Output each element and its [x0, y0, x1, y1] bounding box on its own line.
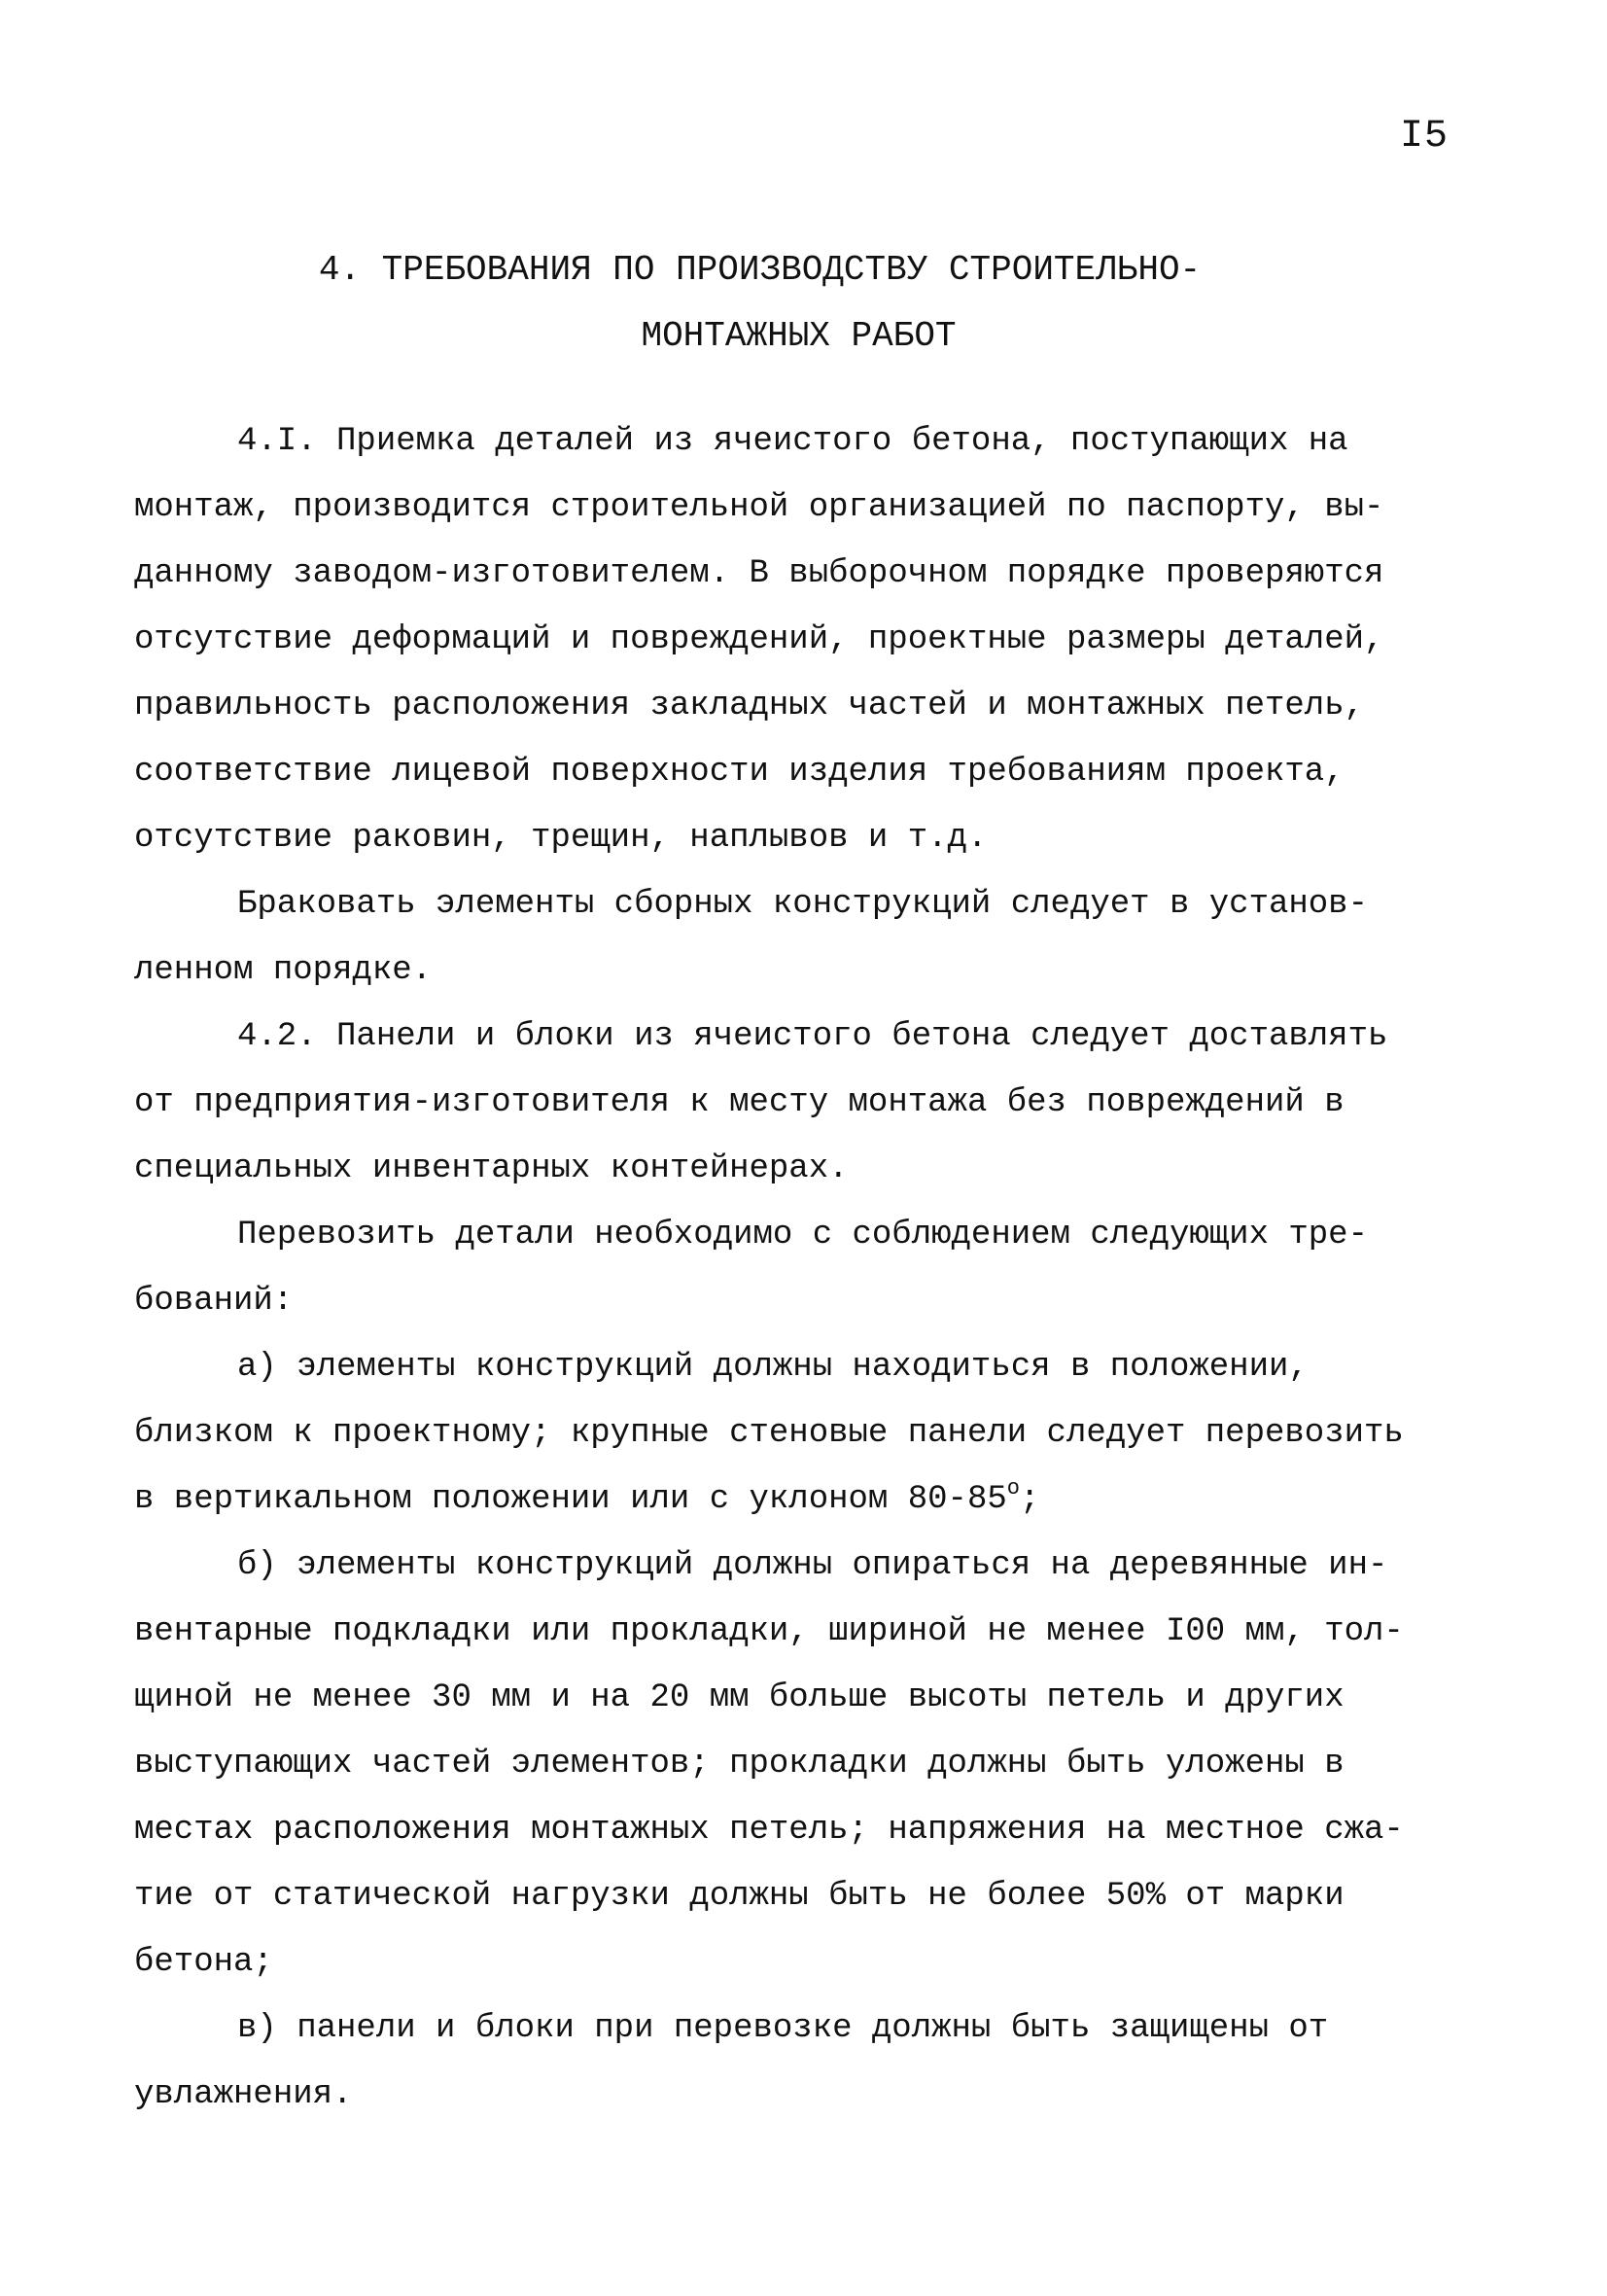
- text-line: 4.2. Панели и блоки из ячеистого бетона следует доставлять: [237, 1018, 1388, 1055]
- text-line: бований:: [134, 1283, 294, 1320]
- degree-superscript: о: [1006, 1475, 1020, 1501]
- text-line: отсутствие раковин, трещин, наплывов и т.д.: [134, 820, 988, 857]
- text-line: выступающих частей элементов; прокладки должны быть уложены в: [134, 1746, 1345, 1783]
- text-line: тие от статической нагрузки должны быть не более 50% от марки: [134, 1878, 1345, 1915]
- heading-line-2: МОНТАЖНЫХ РАБОТ: [641, 316, 957, 356]
- text-line: б) элементы конструкций должны опираться на деревянные ин-: [237, 1547, 1388, 1584]
- text-line: в) панели и блоки при перевозке должны быть защищены от: [237, 2010, 1329, 2047]
- text-line: данному заводом-изготовителем. В выборочном порядке проверяются: [134, 555, 1384, 592]
- text-line: Перевозить детали необходимо с соблюдением следующих тре-: [237, 1217, 1368, 1254]
- text-line: 4.I. Приемка деталей из ячеистого бетона, поступающих на: [237, 423, 1348, 460]
- text-line: монтаж, производится строительной организацией по паспорту, вы-: [134, 489, 1384, 526]
- text-line: близком к проектному; крупные стеновые панели следует перевозить: [134, 1415, 1404, 1452]
- text-line: бетона;: [134, 1944, 273, 1981]
- text-line: увлажнения.: [134, 2076, 353, 2113]
- text-line: ленном порядке.: [134, 952, 433, 989]
- text-line: вентарные подкладки или прокладки, шириной не менее I00 мм, тол-: [134, 1613, 1404, 1650]
- text-line-main: в вертикальном положении или с уклоном 80-85: [134, 1481, 1007, 1518]
- text-line: местах расположения монтажных петель; напряжения на местное сжа-: [134, 1812, 1404, 1849]
- text-line: правильность расположения закладных частей и монтажных петель,: [134, 688, 1365, 724]
- section-heading: [0, 243, 1607, 375]
- text-line: отсутствие деформаций и повреждений, проектные размеры деталей,: [134, 621, 1384, 658]
- text-line: Браковать элементы сборных конструкций следует в установ-: [237, 886, 1368, 923]
- text-line: щиной не менее 30 мм и на 20 мм больше высоты петель и других: [134, 1679, 1345, 1716]
- text-line: а) элементы конструкций должны находиться в положении,: [237, 1349, 1309, 1386]
- text-line: [134, 1466, 1468, 1533]
- body-text: [134, 408, 1468, 2128]
- text-line: от предприятия-изготовителя к месту монтажа без повреждений в: [134, 1084, 1345, 1121]
- heading-line-1: 4. ТРЕБОВАНИЯ ПО ПРОИЗВОДСТВУ СТРОИТЕЛЬНО-: [318, 250, 1202, 290]
- text-line: соответствие лицевой поверхности изделия требованиям проекта,: [134, 754, 1345, 791]
- page-number: I5: [1400, 115, 1450, 159]
- text-line: специальных инвентарных контейнерах.: [134, 1150, 849, 1187]
- text-line-end: ;: [1019, 1481, 1040, 1518]
